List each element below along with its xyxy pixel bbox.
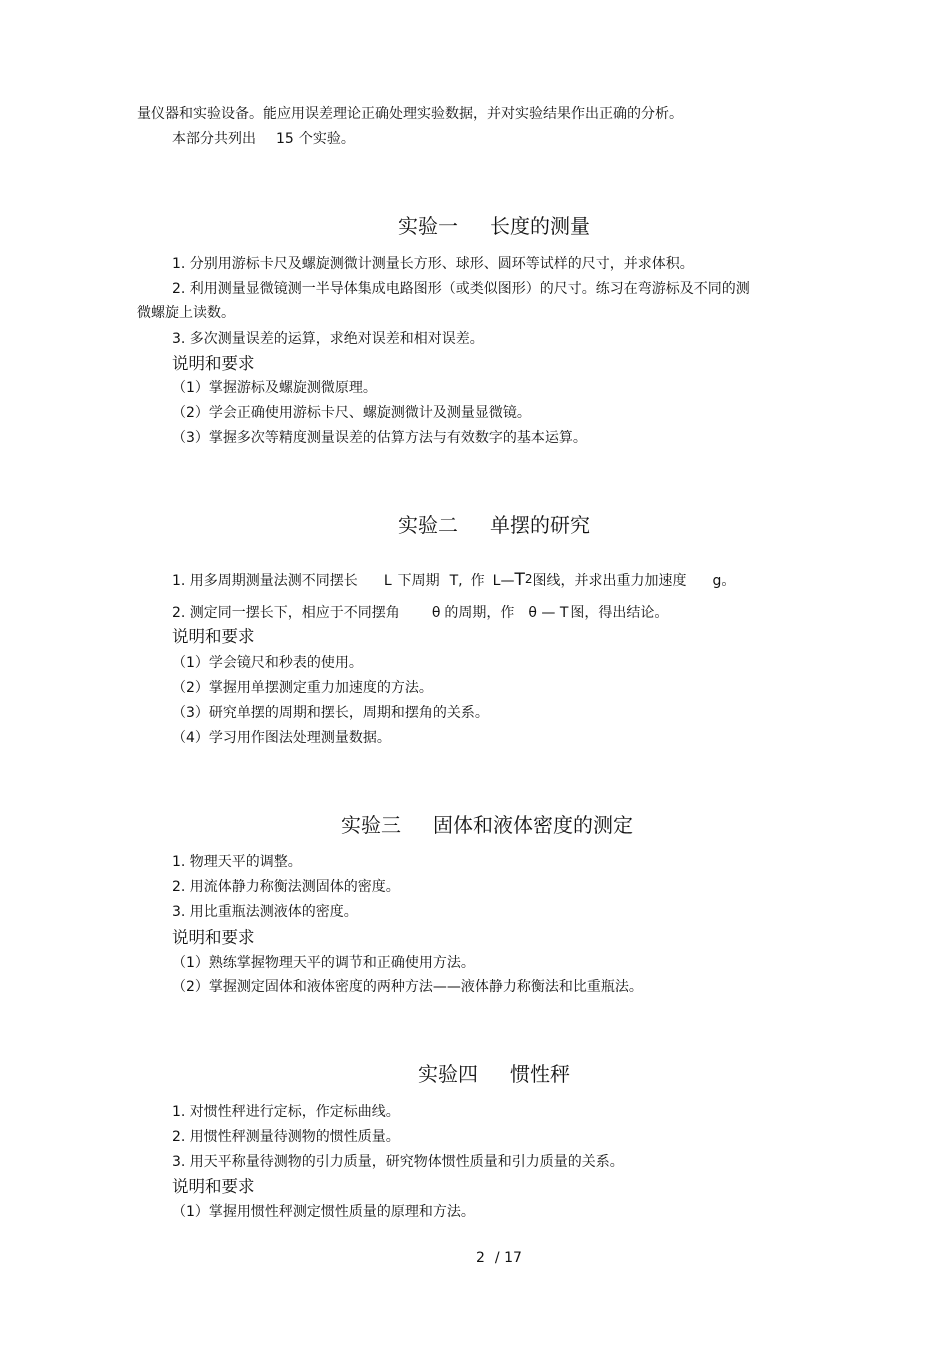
exp4-title-num: 实验四 — [418, 1062, 478, 1086]
exp4-req-title: 说明和要求 — [172, 1177, 255, 1196]
exp2-req-title: 说明和要求 — [172, 627, 255, 646]
exp4-item-1: 1. 对惯性秤进行定标，作定标曲线。 — [172, 1104, 400, 1120]
exp3-req-2: （2）掌握测定固体和液体密度的两种方法——液体静力称衡法和比重瓶法。 — [172, 979, 643, 995]
exp3-title — [341, 813, 633, 837]
exp1-item-1: 1. 分别用游标卡尺及螺旋测微计测量长方形、球形、圆环等试样的尺寸，并求体积。 — [172, 256, 694, 272]
exp3-item-2: 2. 用流体静力称衡法测固体的密度。 — [172, 879, 400, 895]
exp2-item-1-c: 作 — [470, 573, 485, 589]
exp2-req-1: （1）学会镜尺和秒表的使用。 — [172, 655, 363, 671]
exp2-title-num: 实验二 — [398, 513, 458, 537]
exp4-req-1: （1）掌握用惯性秤测定惯性质量的原理和方法。 — [172, 1204, 475, 1220]
exp2-item-1-a: 1. 用多周期测量法测不同摆长 — [172, 573, 358, 589]
exp2-item-2-d: 图，得出结论。 — [570, 605, 669, 621]
exp2-item-2-b: 的周期，作 — [444, 605, 515, 621]
exp2-item-1-g: g。 — [712, 573, 736, 589]
exp2-item-2-c: θ — T — [528, 605, 569, 621]
exp3-req-1: （1）熟练掌握物理天平的调节和正确使用方法。 — [172, 955, 475, 971]
intro-line-2 — [172, 130, 355, 148]
exp2-item-2 — [172, 604, 668, 622]
exp3-item-1: 1. 物理天平的调整。 — [172, 854, 302, 870]
page-number — [476, 1249, 522, 1267]
exp1-req-1: （1）掌握游标及螺旋测微原理。 — [172, 380, 377, 396]
exp3-req-title: 说明和要求 — [172, 928, 255, 947]
exp1-title — [398, 214, 590, 238]
intro-line-1: 量仪器和实验设备。能应用误差理论正确处理实验数据，并对实验结果作出正确的分析。 — [137, 106, 683, 122]
exp1-title-name: 长度的测量 — [490, 214, 590, 238]
exp2-item-1-L2: L— — [492, 573, 515, 589]
exp2-req-3: （3）研究单摆的周期和摆长，周期和摆角的关系。 — [172, 705, 489, 721]
exp2-title-name: 单摆的研究 — [490, 513, 590, 537]
exp2-item-1 — [172, 571, 735, 590]
page-total: / 17 — [494, 1250, 522, 1266]
exp2-item-2-theta: θ — [431, 605, 441, 621]
exp2-item-1-L: L — [383, 573, 392, 589]
exp2-title — [398, 513, 590, 537]
exp1-item-2-cont: 微螺旋上读数。 — [137, 305, 235, 321]
exp3-item-3: 3. 用比重瓶法测液体的密度。 — [172, 904, 358, 920]
intro-line-2-b: 个实验。 — [298, 131, 355, 147]
exp4-title-name: 惯性秤 — [510, 1062, 570, 1086]
exp2-item-2-a: 2. 测定同一摆长下，相应于不同摆角 — [172, 605, 400, 621]
page-current: 2 — [476, 1250, 485, 1266]
exp3-title-name: 固体和液体密度的测定 — [433, 813, 633, 837]
exp1-req-2: （2）学会正确使用游标卡尺、螺旋测微计及测量显微镜。 — [172, 405, 531, 421]
exp1-item-2: 2. 利用测量显微镜测一半导体集成电路图形（或类似图形）的尺寸。练习在弯游标及不同的测 — [172, 281, 750, 297]
exp4-item-3: 3. 用天平称量待测物的引力质量，研究物体惯性质量和引力质量的关系。 — [172, 1154, 624, 1170]
exp1-title-num: 实验一 — [398, 214, 458, 238]
exp4-title — [418, 1062, 570, 1086]
exp2-item-1-T2: T — [514, 570, 525, 590]
exp1-req-3: （3）掌握多次等精度测量误差的估算方法与有效数字的基本运算。 — [172, 430, 587, 446]
exp1-item-3: 3. 多次测量误差的运算，求绝对误差和相对误差。 — [172, 331, 484, 347]
exp1-req-title: 说明和要求 — [172, 354, 255, 373]
exp2-item-1-T: T, — [449, 573, 463, 589]
exp3-title-num: 实验三 — [341, 813, 401, 837]
exp2-req-2: （2）掌握用单摆测定重力加速度的方法。 — [172, 680, 433, 696]
intro-line-2-a: 本部分共列出 — [172, 131, 256, 147]
exp4-item-2: 2. 用惯性秤测量待测物的惯性质量。 — [172, 1129, 400, 1145]
exp2-item-1-d: 图线，并求出重力加速度 — [532, 573, 687, 589]
exp2-item-1-exp: 2 — [524, 572, 533, 586]
exp2-req-4: （4）学习用作图法处理测量数据。 — [172, 730, 391, 746]
intro-line-2-num: 15 — [276, 131, 294, 147]
exp2-item-1-b: 下周期 — [397, 573, 440, 589]
